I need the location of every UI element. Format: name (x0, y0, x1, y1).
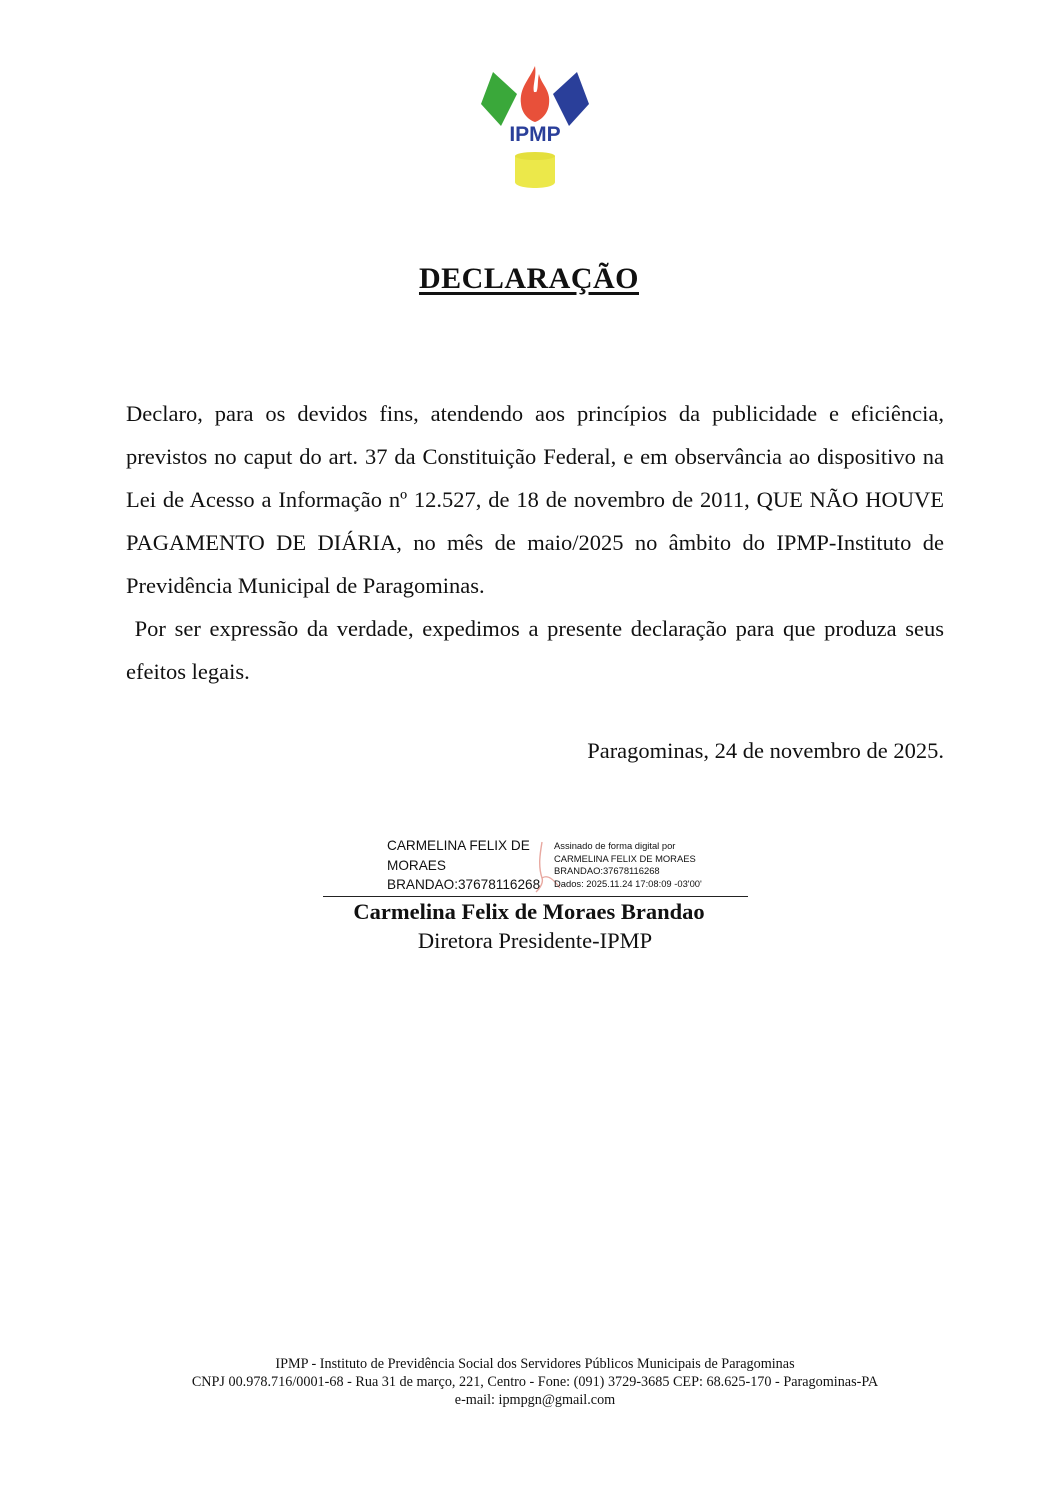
signature-name (387, 836, 555, 895)
logo-green-shape (481, 72, 517, 126)
footer-line: IPMP - Instituto de Previdência Social dos Servidores Públicos Municipais de Paragominas (275, 1356, 795, 1372)
signature-detail-line: Assinado de forma digital por (554, 840, 676, 851)
signer-role: Diretora Presidente-IPMP (417, 928, 653, 953)
signature-detail-line: BRANDAO:37678116268 (554, 865, 660, 877)
signature-name-line: MORAES (387, 857, 446, 873)
body-paragraph-2: Por ser expressão da verdade, expedimos a presente declaração para que produza seus efeitos legais. (126, 616, 950, 684)
signature-detail-line: Dados: 2025.11.24 17:08:09 -03'00' (554, 877, 702, 889)
signature-line (323, 896, 748, 897)
logo-flame-core (527, 92, 543, 108)
signature-name-line: BRANDAO:37678116268 (387, 877, 541, 892)
ipmp-logo (479, 64, 591, 192)
document-title: DECLARAÇÃO (418, 262, 639, 295)
logo-yellow-shape (515, 156, 555, 188)
body-paragraph-1: Declaro, para os devidos fins, atendendo aos princípios da publicidade e eficiência, previstos no caput do art. 37 da Constituição Federal, e em observância ao dispositivo na Lei de Acesso a Informação nº 12.527, de 18 de novembro de 2011, QUE NÃO HOUVE PAGAMENTO DE DIÁRIA, no mês de maio/2025 no âmbito do IPMP-Instituto de Previdência Municipal de Paragominas. (126, 401, 944, 598)
logo-yellow-top (515, 152, 555, 160)
date-line: Paragominas, 24 de novembro de 2025. (587, 738, 944, 763)
footer-line: e-mail: ipmpgn@gmail.com (454, 1392, 616, 1408)
signature-name-line: CARMELINA FELIX DE (387, 838, 530, 853)
signature-detail-line: CARMELINA FELIX DE MORAES (554, 852, 696, 864)
document-body (126, 392, 950, 693)
digital-signature (320, 836, 750, 898)
logo-blue-shape (553, 72, 589, 126)
footer (0, 1355, 1058, 1409)
footer-line: CNPJ 00.978.716/0001-68 - Rua 31 de março, 221, Centro - Fone: (091) 3729-3685 CEP: 68.625-170 - Paragominas-PA (191, 1374, 879, 1390)
signer-name: Carmelina Felix de Moraes Brandao (353, 899, 705, 924)
logo-text: IPMP (509, 123, 561, 146)
signature-details (554, 840, 754, 890)
